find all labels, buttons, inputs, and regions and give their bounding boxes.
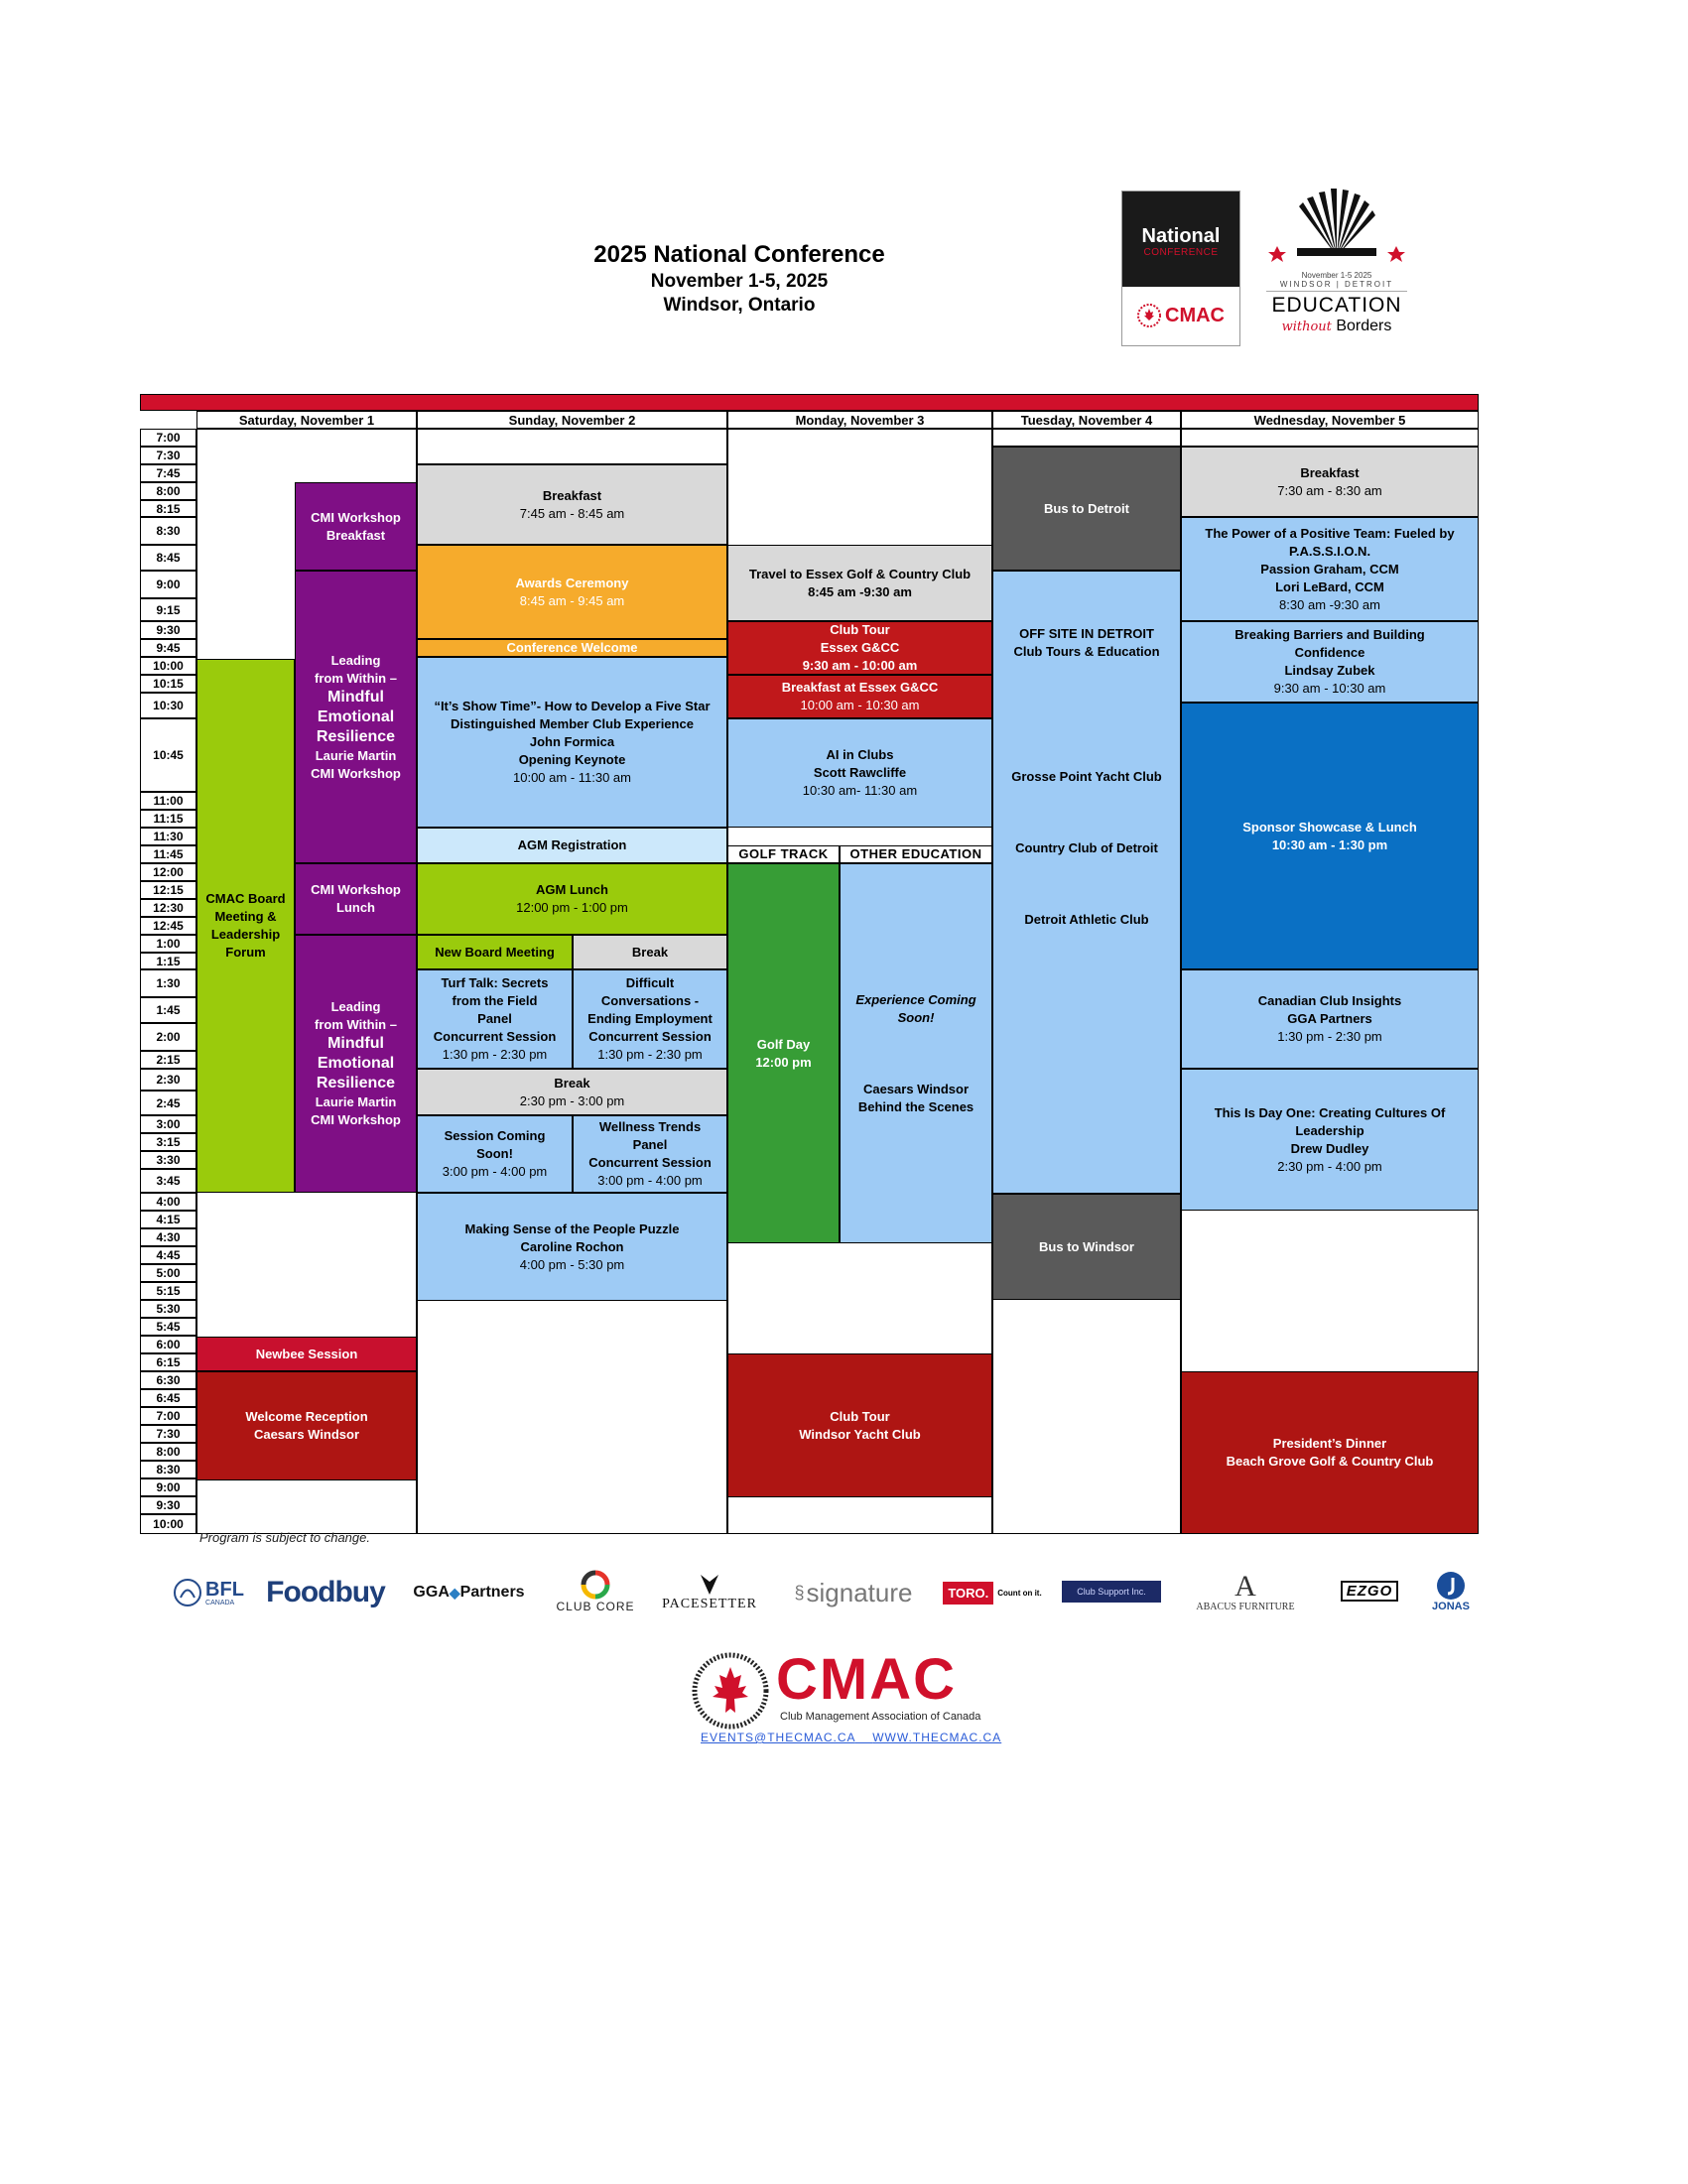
- sun-break-1[interactable]: Break: [573, 935, 727, 969]
- time-slot: 1:00: [140, 935, 196, 953]
- sat-newbee-session[interactable]: Newbee Session: [196, 1337, 417, 1371]
- sponsor-ezgo[interactable]: EZGO: [1330, 1579, 1409, 1603]
- diamond-icon: ◆: [449, 1584, 460, 1601]
- time-slot: 4:15: [140, 1211, 196, 1228]
- cmac-wordmark: CMAC: [776, 1647, 957, 1712]
- time-slot: 8:30: [140, 1461, 196, 1478]
- logo-edu-cities: WINDSOR | DETROIT: [1266, 280, 1407, 292]
- time-slot: 10:15: [140, 675, 196, 693]
- logo-national-word: National: [1141, 225, 1221, 247]
- sun-turf-talk[interactable]: Turf Talk: Secrets from the Field Panel Concurrent Session 1:30 pm - 2:30 pm: [417, 969, 573, 1069]
- time-slot: 4:00: [140, 1193, 196, 1211]
- sponsor-gga-partners[interactable]: GGA ◆ Partners: [413, 1584, 525, 1601]
- page-title: 2025 National Conference: [593, 241, 885, 268]
- time-slot: 5:15: [140, 1282, 196, 1300]
- cmac-maple-leaf-icon: [689, 1651, 772, 1731]
- time-slot: 5:00: [140, 1264, 196, 1282]
- tuesday-empty-early: [992, 429, 1181, 447]
- day-header-saturday: Saturday, November 1: [196, 411, 417, 429]
- day-header-tuesday: Tuesday, November 4: [992, 411, 1181, 429]
- abacus-mark-icon: A: [1234, 1569, 1256, 1603]
- day-header-wednesday: Wednesday, November 5: [1181, 411, 1479, 429]
- time-slot: 3:15: [140, 1133, 196, 1151]
- signature-icon: §: [794, 1582, 805, 1603]
- sun-agm-lunch[interactable]: AGM Lunch 12:00 pm - 1:00 pm: [417, 863, 727, 935]
- wed-day-one-leadership[interactable]: This Is Day One: Creating Cultures Of Leadership Drew Dudley 2:30 pm - 4:00 pm: [1181, 1069, 1479, 1211]
- time-slot: 2:15: [140, 1051, 196, 1069]
- time-slot: 6:45: [140, 1389, 196, 1407]
- time-slot: 12:15: [140, 881, 196, 899]
- time-slot: 3:45: [140, 1169, 196, 1193]
- time-slot: 8:15: [140, 500, 196, 517]
- sun-opening-keynote[interactable]: “It’s Show Time”- How to Develop a Five Star Distinguished Member Club Experience John Formica Opening Keynote 10:00 am - 11:30 am: [417, 657, 727, 828]
- mon-golf-day[interactable]: Golf Day 12:00 pm: [727, 863, 840, 1243]
- time-slot: 11:30: [140, 828, 196, 845]
- sponsor-foodbuy[interactable]: Foodbuy: [266, 1576, 385, 1608]
- sponsor-abacus[interactable]: A ABACUS FURNITURE: [1196, 1569, 1295, 1612]
- sat-cmi-breakfast[interactable]: CMI Workshop Breakfast: [295, 482, 417, 571]
- time-slot: 9:00: [140, 1478, 196, 1496]
- cmac-links: [701, 1731, 1001, 1744]
- sat-leading-workshop-1[interactable]: Leading from Within – Mindful Emotional Resilience Laurie Martin CMI Workshop: [295, 571, 417, 863]
- time-slot: 11:45: [140, 845, 196, 863]
- time-slot: 6:15: [140, 1353, 196, 1371]
- sponsor-pacesetter[interactable]: PACESETTER: [650, 1565, 769, 1620]
- jonas-icon: [1436, 1571, 1466, 1601]
- time-slot: 5:30: [140, 1300, 196, 1318]
- time-slot: 11:00: [140, 792, 196, 810]
- time-slot: 8:00: [140, 482, 196, 500]
- wed-canadian-club-insights[interactable]: Canadian Club Insights GGA Partners 1:30 pm - 2:30 pm: [1181, 969, 1479, 1069]
- time-slot: 9:00: [140, 571, 196, 598]
- sponsor-club-support[interactable]: Club Support Inc.: [1062, 1581, 1161, 1603]
- sat-welcome-reception[interactable]: Welcome Reception Caesars Windsor: [196, 1371, 417, 1480]
- logo-cmac-word: CMAC: [1165, 304, 1225, 326]
- sun-wellness-trends[interactable]: Wellness Trends Panel Concurrent Session 3:00 pm - 4:00 pm: [573, 1115, 727, 1193]
- time-slot: 3:00: [140, 1115, 196, 1133]
- time-slot: 6:00: [140, 1336, 196, 1353]
- sun-break-2[interactable]: Break 2:30 pm - 3:00 pm: [417, 1069, 727, 1115]
- time-slot: 2:45: [140, 1091, 196, 1115]
- club-core-icon: [581, 1570, 610, 1600]
- tue-offsite-detroit[interactable]: OFF SITE IN DETROIT Club Tours & Education Grosse Point Yacht Club Country Club of Detroit Detroit Athletic Club: [992, 571, 1181, 1194]
- day-header-monday: Monday, November 3: [727, 411, 992, 429]
- time-slot: 10:30: [140, 693, 196, 718]
- time-slot: 8:00: [140, 1443, 196, 1461]
- time-slot: 9:15: [140, 598, 196, 621]
- time-slot: 7:45: [140, 464, 196, 482]
- time-slot: 1:45: [140, 997, 196, 1023]
- mon-club-tour-essex[interactable]: Club Tour Essex G&CC 9:30 am - 10:00 am: [727, 621, 992, 675]
- logo-edu-word: EDUCATION: [1271, 294, 1402, 317]
- time-slot: 5:45: [140, 1318, 196, 1336]
- logo-conference-word: CONFERENCE: [1143, 247, 1219, 258]
- time-slot: 8:30: [140, 517, 196, 545]
- wed-breakfast[interactable]: Breakfast 7:30 am - 8:30 am: [1181, 447, 1479, 517]
- time-slot: 6:30: [140, 1371, 196, 1389]
- sunday-empty-early: [417, 429, 727, 464]
- mon-club-tour-windsor-yacht[interactable]: Club Tour Windsor Yacht Club: [727, 1353, 992, 1497]
- logo-borders-word: Borders: [1336, 318, 1392, 334]
- cmac-full-name: Club Management Association of Canada: [780, 1711, 981, 1723]
- wed-power-positive-team[interactable]: The Power of a Positive Team: Fueled by P.A.S.S.I.O.N. Passion Graham, CCM Lori LeBard, CCM 8:30 am -9:30 am: [1181, 517, 1479, 621]
- wed-breaking-barriers[interactable]: Breaking Barriers and Building Confidence Lindsay Zubek 9:30 am - 10:30 am: [1181, 621, 1479, 703]
- sponsor-bfl[interactable]: BFL CANADA: [164, 1573, 253, 1612]
- sun-difficult-conversations[interactable]: Difficult Conversations - Ending Employment Concurrent Session 1:30 pm - 2:30 pm: [573, 969, 727, 1069]
- tue-bus-to-detroit[interactable]: Bus to Detroit: [992, 447, 1181, 571]
- schedule-top-bar: [140, 394, 1479, 411]
- time-slot: 4:45: [140, 1246, 196, 1264]
- tue-bus-to-windsor[interactable]: Bus to Windsor: [992, 1194, 1181, 1300]
- time-slot: 7:00: [140, 1407, 196, 1425]
- mon-other-education[interactable]: Experience Coming Soon! Caesars Windsor Behind the Scenes: [840, 863, 992, 1243]
- time-slot: 9:45: [140, 639, 196, 657]
- time-slot: 12:45: [140, 917, 196, 935]
- mon-other-education-label: OTHER EDUCATION: [840, 845, 992, 863]
- time-slot: 1:30: [140, 969, 196, 997]
- sat-cmi-lunch[interactable]: CMI Workshop Lunch: [295, 863, 417, 935]
- wed-sponsor-showcase[interactable]: Sponsor Showcase & Lunch 10:30 am - 1:30 pm: [1181, 703, 1479, 969]
- time-slot: 7:00: [140, 429, 196, 447]
- time-slot: 1:15: [140, 953, 196, 969]
- wed-presidents-dinner[interactable]: President’s Dinner Beach Grove Golf & Country Club: [1181, 1371, 1479, 1534]
- day-header-sunday: Sunday, November 2: [417, 411, 727, 429]
- logo-edu-dates: November 1-5 2025: [1301, 271, 1372, 280]
- sun-conference-welcome[interactable]: Conference Welcome: [417, 639, 727, 657]
- time-slot: 9:30: [140, 621, 196, 639]
- mon-breakfast-essex[interactable]: Breakfast at Essex G&CC 10:00 am - 10:30 am: [727, 675, 992, 718]
- lion-icon: [173, 1578, 202, 1607]
- program-change-note: Program is subject to change.: [199, 1530, 370, 1545]
- time-slot: 10:00: [140, 1514, 196, 1534]
- time-slot: 2:00: [140, 1023, 196, 1051]
- mon-ai-in-clubs[interactable]: AI in Clubs Scott Rawcliffe 10:30 am- 11:30 am: [727, 718, 992, 828]
- sun-breakfast[interactable]: Breakfast 7:45 am - 8:45 am: [417, 464, 727, 545]
- website-link[interactable]: WWW.THECMAC.CA: [872, 1731, 1002, 1744]
- sun-new-board-meeting[interactable]: New Board Meeting: [417, 935, 573, 969]
- time-slot: 3:30: [140, 1151, 196, 1169]
- time-slot: 7:30: [140, 1425, 196, 1443]
- time-slot: 9:30: [140, 1496, 196, 1514]
- cmac-footer: [689, 1647, 1006, 1750]
- mon-travel-essex[interactable]: Travel to Essex Golf & Country Club 8:45 am -9:30 am: [727, 545, 992, 621]
- sat-leading-workshop-2[interactable]: Leading from Within – Mindful Emotional Resilience Laurie Martin CMI Workshop: [295, 935, 417, 1193]
- mon-golf-track-label: GOLF TRACK: [727, 845, 840, 863]
- sponsor-toro[interactable]: TORO. Count on it.: [938, 1577, 1047, 1608]
- sponsor-logos: [154, 1563, 1493, 1622]
- time-slot: 11:15: [140, 810, 196, 828]
- logo-without-word: without: [1281, 320, 1332, 334]
- conference-dates: November 1-5, 2025: [650, 271, 829, 292]
- time-slot: 4:30: [140, 1228, 196, 1246]
- sun-session-coming-soon[interactable]: Session Coming Soon! 3:00 pm - 4:00 pm: [417, 1115, 573, 1193]
- time-slot: 8:45: [140, 545, 196, 571]
- time-slot: 12:00: [140, 863, 196, 881]
- sun-people-puzzle[interactable]: Making Sense of the People Puzzle Caroline Rochon 4:00 pm - 5:30 pm: [417, 1193, 727, 1301]
- time-slot: 10:45: [140, 718, 196, 792]
- sat-cmac-board-meeting[interactable]: CMAC Board Meeting & Leadership Forum: [196, 659, 295, 1193]
- sun-agm-registration[interactable]: AGM Registration: [417, 828, 727, 863]
- sponsor-signature[interactable]: § signature: [794, 1577, 913, 1607]
- wednesday-empty-early: [1181, 429, 1479, 447]
- time-slot: 12:30: [140, 899, 196, 917]
- sun-awards-ceremony[interactable]: Awards Ceremony 8:45 am - 9:45 am: [417, 545, 727, 639]
- sponsor-jonas[interactable]: JONAS: [1416, 1563, 1486, 1620]
- time-slot: 2:30: [140, 1069, 196, 1091]
- time-slot: 7:30: [140, 447, 196, 464]
- time-slot: 10:00: [140, 657, 196, 675]
- pacesetter-icon: [699, 1573, 720, 1597]
- email-link[interactable]: EVENTS@THECMAC.CA: [701, 1731, 855, 1744]
- conference-location: Windsor, Ontario: [663, 295, 816, 316]
- sponsor-club-core[interactable]: CLUB CORE: [551, 1563, 640, 1620]
